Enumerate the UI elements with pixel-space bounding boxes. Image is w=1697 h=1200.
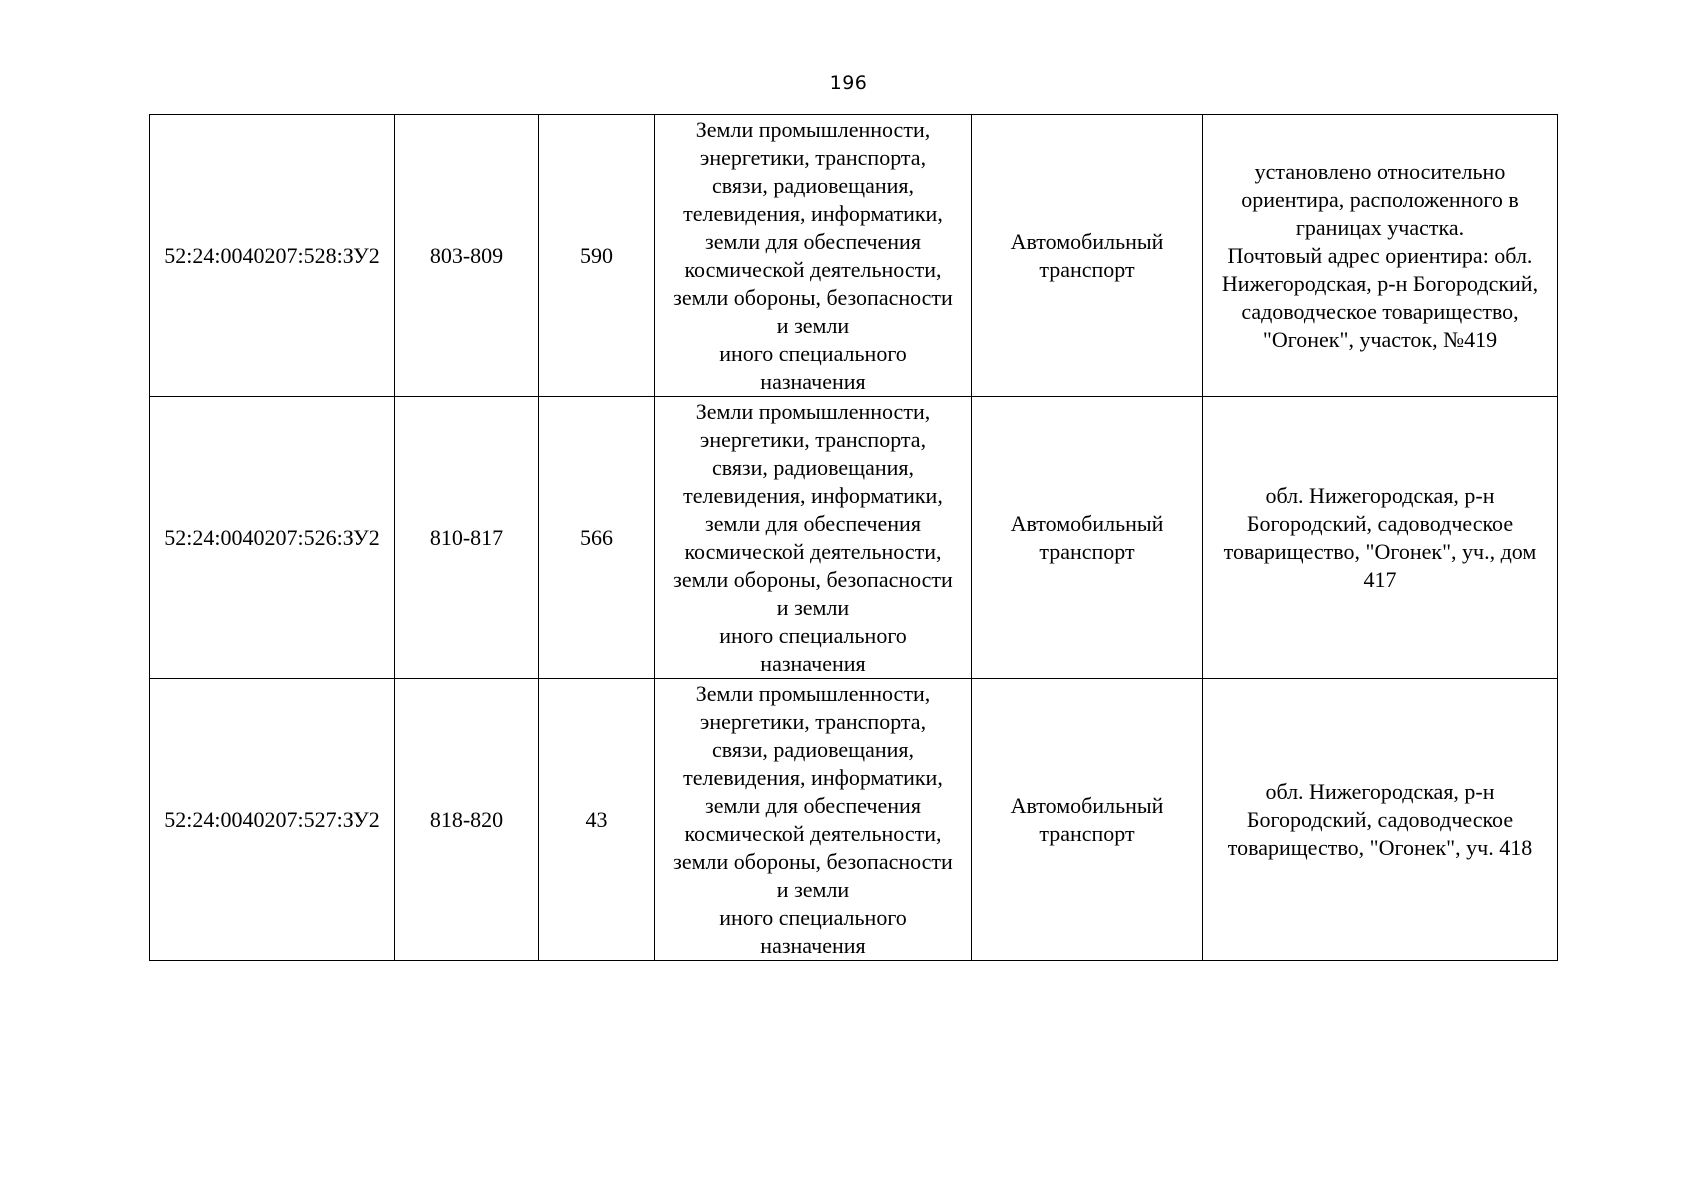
page-number: 196 [829,72,868,94]
table-row [150,115,1558,397]
points-cell: 810-817 [395,397,539,679]
cadastral-number-cell: 52:24:0040207:526:ЗУ2 [150,397,395,679]
text-line: земли обороны, безопасности [673,848,953,874]
text-line: назначения [760,932,866,958]
text-line: товарищество, "Огонек", уч. 418 [1227,834,1533,860]
text-line: иного специального [719,622,907,648]
text-line: ориентира, расположенного в [1241,186,1519,212]
land-category-cell [655,679,972,961]
text-line: Земли промышленности, [695,398,931,424]
text-line: иного специального [719,340,907,366]
text-line: и земли [776,876,850,902]
address-cell [1203,679,1558,961]
text-line: Земли промышленности, [695,116,931,142]
text-line: связи, радиовещания, [711,454,915,480]
text-line: "Огонек", участок, №419 [1262,326,1498,352]
text-line: земли обороны, безопасности [673,566,953,592]
text-line: космической деятельности, [684,256,942,282]
area-cell: 566 [539,397,655,679]
usage-cell [972,679,1203,961]
land-plots-table [149,114,1558,961]
text-line: Богородский, садоводческое [1246,510,1514,536]
land-category-cell [655,397,972,679]
text-line: транспорт [1039,256,1135,282]
text-line: энергетики, транспорта, [699,708,927,734]
text-line: Автомобильный [1010,510,1164,536]
usage-cell [972,397,1203,679]
text-line: космической деятельности, [684,538,942,564]
text-line: и земли [776,594,850,620]
points-cell: 818-820 [395,679,539,961]
text-line: Автомобильный [1010,792,1164,818]
text-line: земли для обеспечения [705,228,921,254]
text-line: садоводческое товарищество, [1241,298,1519,324]
text-line: связи, радиовещания, [711,736,915,762]
text-line: установлено относительно [1254,158,1506,184]
cadastral-number-cell: 52:24:0040207:527:ЗУ2 [150,679,395,961]
cadastral-number-cell: 52:24:0040207:528:ЗУ2 [150,115,395,397]
text-line: назначения [760,650,866,676]
text-line: телевидения, информатики, [683,200,943,226]
text-line: телевидения, информатики, [683,764,943,790]
text-line: Автомобильный [1010,228,1164,254]
text-line: Земли промышленности, [695,680,931,706]
text-line: Богородский, садоводческое [1246,806,1514,832]
area-cell: 590 [539,115,655,397]
text-line: транспорт [1039,820,1135,846]
address-cell [1203,397,1558,679]
text-line: земли для обеспечения [705,510,921,536]
text-line: иного специального [719,904,907,930]
text-line: обл. Нижегородская, р-н [1265,778,1495,804]
text-line: и земли [776,312,850,338]
land-category-cell [655,115,972,397]
text-line: 417 [1363,566,1397,592]
text-line: энергетики, транспорта, [699,144,927,170]
text-line: земли обороны, безопасности [673,284,953,310]
table-row [150,679,1558,961]
text-line: границах участка. [1295,214,1465,240]
text-line: энергетики, транспорта, [699,426,927,452]
points-cell: 803-809 [395,115,539,397]
text-line: Нижегородская, р-н Богородский, [1221,270,1539,296]
text-line: товарищество, "Огонек", уч., дом [1223,538,1537,564]
text-line: телевидения, информатики, [683,482,943,508]
text-line: земли для обеспечения [705,792,921,818]
usage-cell [972,115,1203,397]
text-line: Почтовый адрес ориентира: обл. [1227,242,1533,268]
text-line: транспорт [1039,538,1135,564]
text-line: связи, радиовещания, [711,172,915,198]
table-row [150,397,1558,679]
text-line: обл. Нижегородская, р-н [1265,482,1495,508]
area-cell: 43 [539,679,655,961]
text-line: назначения [760,368,866,394]
address-cell [1203,115,1558,397]
text-line: космической деятельности, [684,820,942,846]
